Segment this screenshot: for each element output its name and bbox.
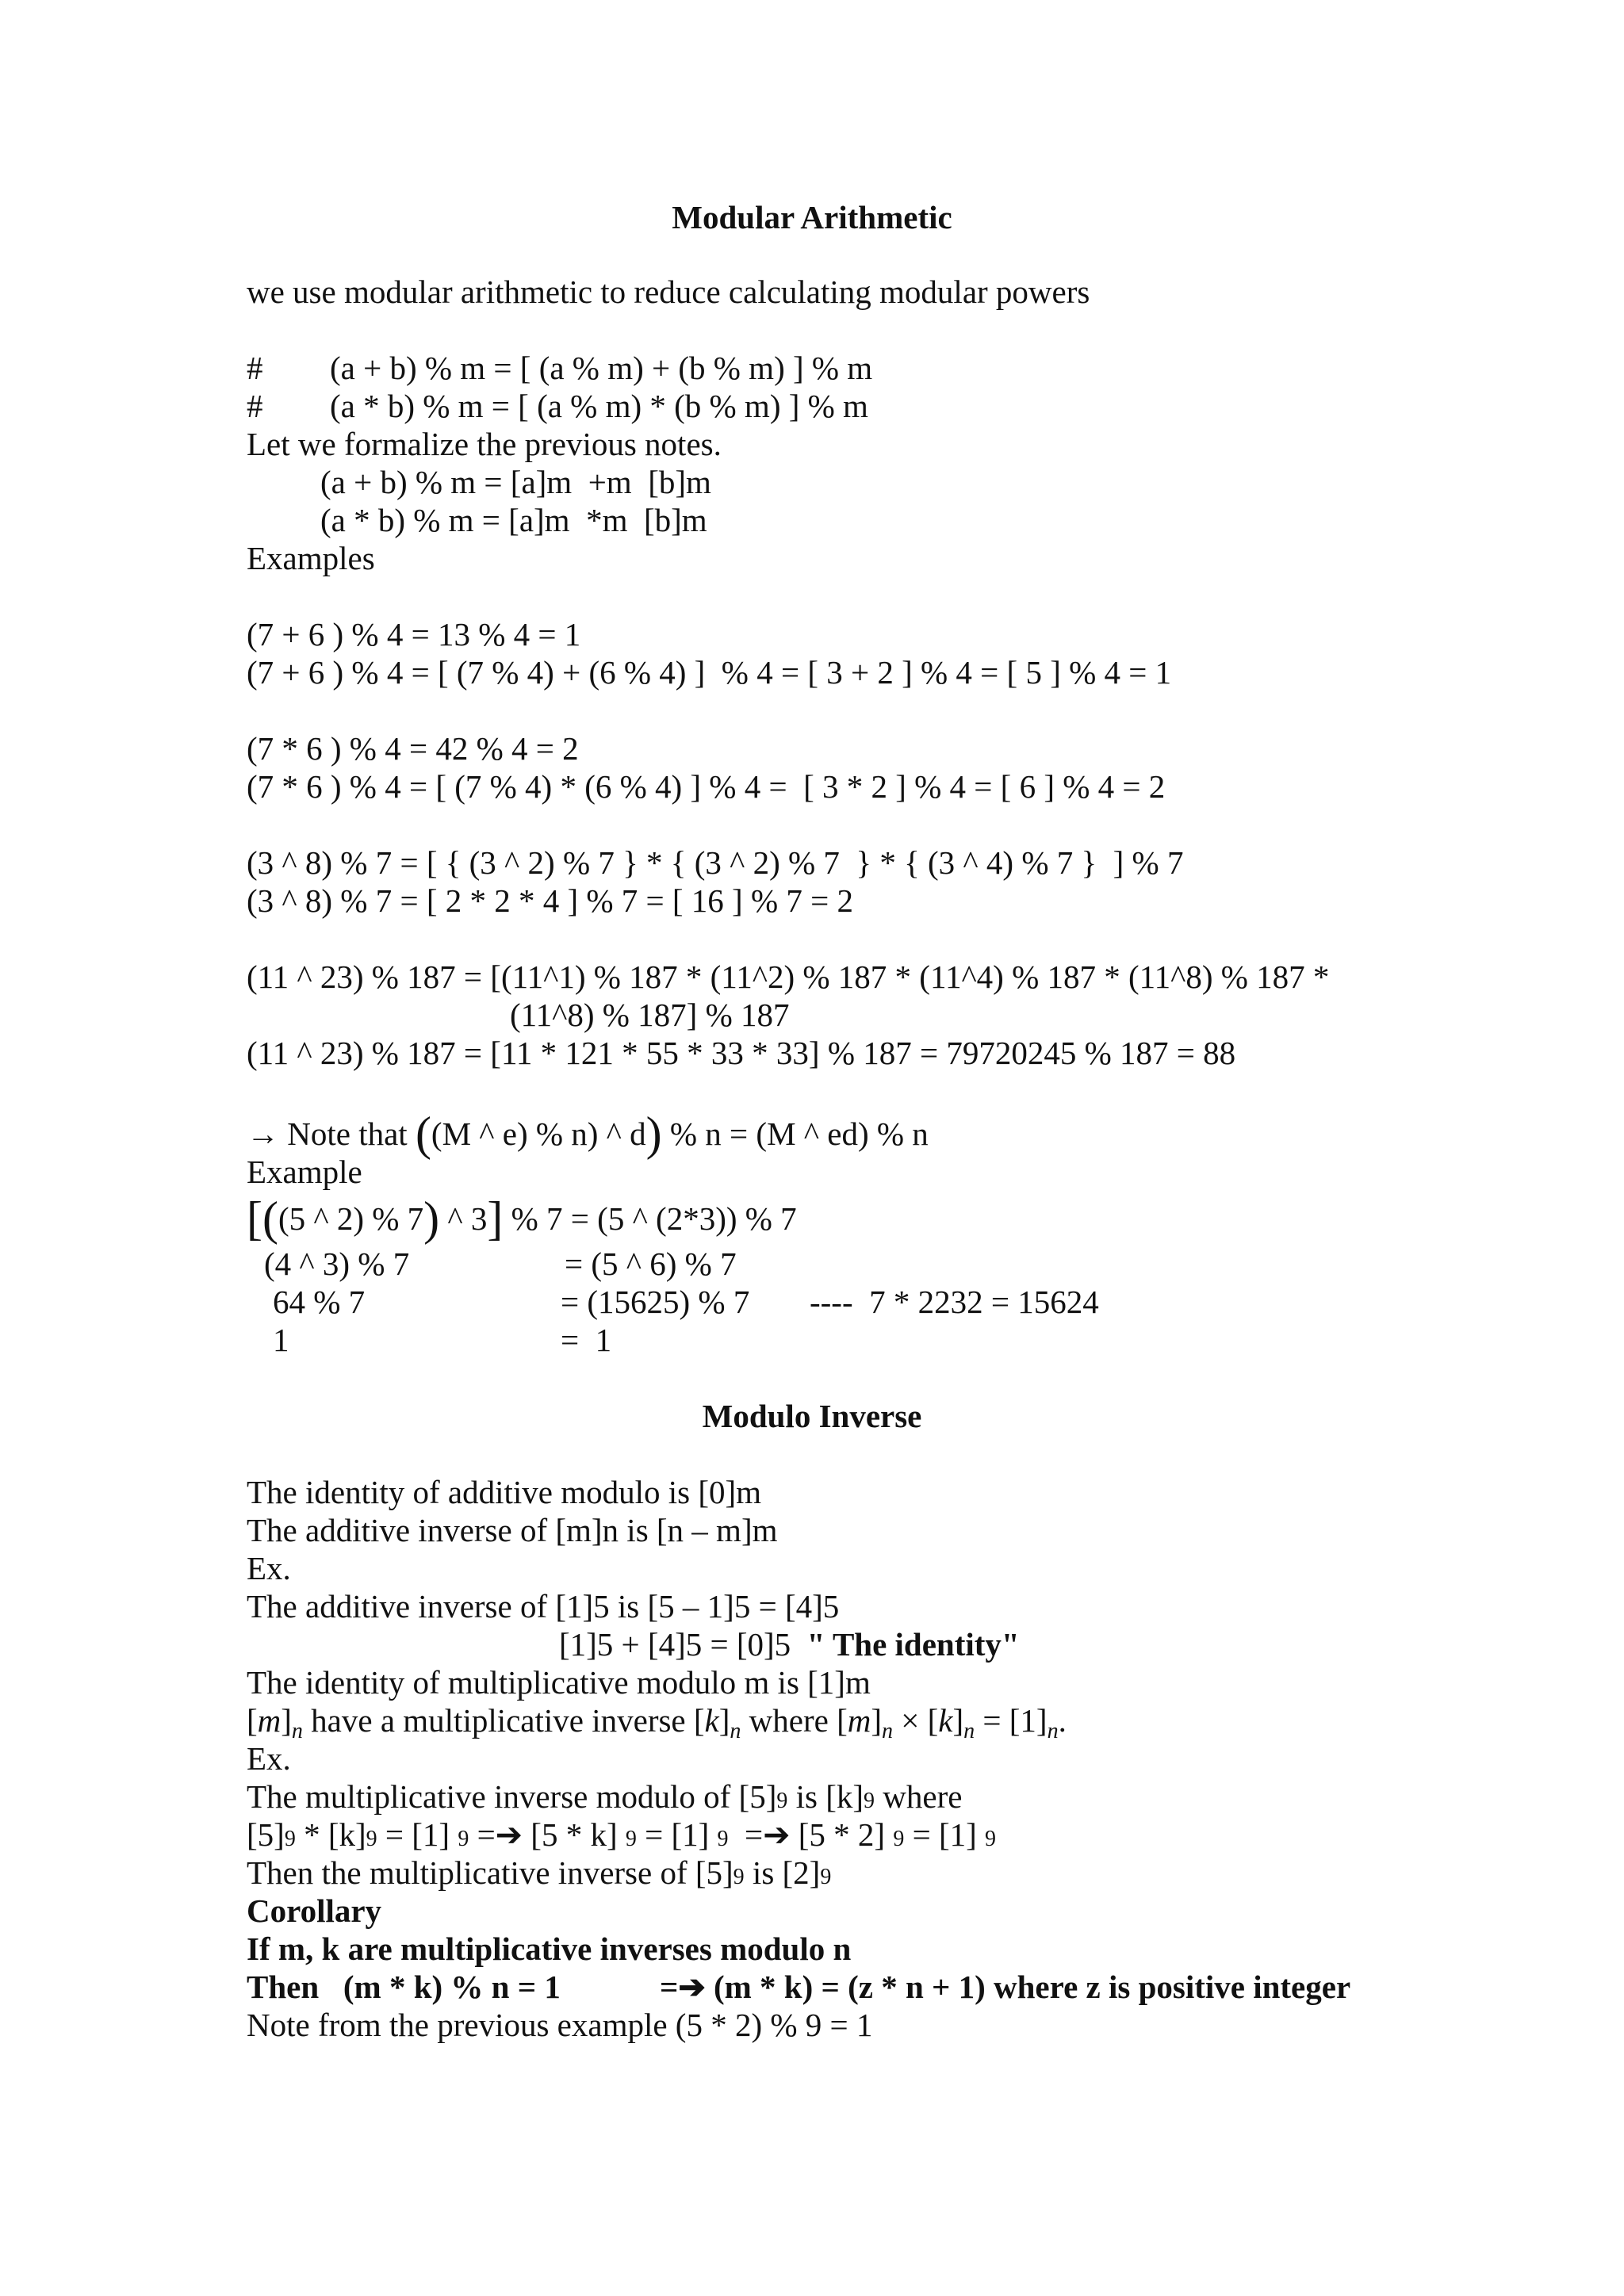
example-first-line: [((5 ^ 2) % 7) ^ 3] % 7 = (5 ^ (2*3)) % 7 [247,1192,797,1245]
formal-rule: (a * b) % m = [a]m *m [b]m [320,502,707,538]
rule-text: (a + b) % m = [ (a % m) + (b % m) ] % m [330,350,873,386]
example-left: 1 [273,1322,289,1358]
large-paren: ) [645,1108,662,1160]
corollary-line: =➔ (m * k) = (z * n + 1) where z is positive integer [660,1969,1351,2005]
example-right: = 1 [561,1322,612,1358]
corollary-line: Then (m * k) % n = 1 [247,1969,561,2005]
example-left: 64 % 7 [273,1284,366,1320]
large-paren: ( [262,1192,278,1245]
formal-rule: (a + b) % m = [a]m +m [b]m [320,464,711,500]
rule-line [247,349,873,387]
text-line: The additive inverse of [1]5 is [5 – 1]5 = [4]5 [247,1588,840,1624]
text-line: Then the multiplicative inverse of [5]9 is [2]9 [247,1854,832,1891]
rule-text: (a * b) % m = [ (a % m) * (b % m) ] % m [330,388,868,424]
hash-mark: # [247,388,263,424]
text-line: The identity of multiplicative modulo m is [1]m [247,1664,871,1701]
identity-line: [1]5 + [4]5 = [0]5 " The identity" [559,1626,1020,1663]
large-paren: ( [415,1108,431,1160]
example-line: (7 + 6 ) % 4 = 13 % 4 = 1 [247,616,581,652]
formalize-text: Let we formalize the previous notes. [247,426,722,462]
multiplicative-inverse-definition: [m]n have a multiplicative inverse [k]n where [m]n × [k]n = [1]n. [247,1702,1067,1743]
text-line: Ex. [247,1740,291,1777]
large-paren: ) [423,1192,440,1245]
example-right: = (5 ^ 6) % 7 [565,1246,737,1282]
example-line: (3 ^ 8) % 7 = [ 2 * 2 * 4 ] % 7 = [ 16 ] % 7 = 2 [247,882,853,919]
rule-line [247,387,868,425]
example-line: (11 ^ 23) % 187 = [(11^1) % 187 * (11^2) % 187 * (11^4) % 187 * (11^8) % 187 * [247,959,1330,995]
example-line: (3 ^ 8) % 7 = [ { (3 ^ 2) % 7 } * { (3 ^ 2) % 7 } * { (3 ^ 4) % 7 } ] % 7 [247,844,1184,881]
text-line: [5]9 * [k]9 = [1] 9 =➔ [5 * k] 9 = [1] 9 =➔ [5 * 2] 9 = [1] 9 [247,1816,997,1853]
closing-note: Note from the previous example (5 * 2) % 9 = 1 [247,2007,873,2043]
example-right: = (15625) % 7 [561,1284,750,1320]
example-left: (4 ^ 3) % 7 [264,1246,410,1282]
text-line: The identity of additive modulo is [0]m [247,1474,762,1510]
hash-mark: # [247,350,263,386]
text-line: The additive inverse of [m]n is [n – m]m [247,1512,778,1548]
example-note: ---- 7 * 2232 = 15624 [810,1284,1099,1320]
note-line: → Note that ((M ^ e) % n) ^ d) % n = (M ^ ed) % n [247,1108,929,1160]
example-line: (7 * 6 ) % 4 = [ (7 % 4) * (6 % 4) ] % 4 = [ 3 * 2 ] % 4 = [ 6 ] % 4 = 2 [247,768,1166,805]
corollary-heading: Corollary [247,1892,382,1929]
intro-text: we use modular arithmetic to reduce calculating modular powers [247,274,1090,310]
example-line: (7 + 6 ) % 4 = [ (7 % 4) + (6 % 4) ] % 4 = [ 3 + 2 ] % 4 = [ 5 ] % 4 = 1 [247,654,1172,691]
examples-heading: Examples [247,540,375,576]
example-line: (11 ^ 23) % 187 = [11 * 121 * 55 * 33 * 33] % 187 = 79720245 % 187 = 88 [247,1035,1236,1071]
large-bracket: [ [247,1192,262,1245]
section-title: Modulo Inverse [702,1398,922,1434]
page-title: Modular Arithmetic [672,199,952,235]
example-line: (7 * 6 ) % 4 = 42 % 4 = 2 [247,730,579,767]
right-arrow-icon: → [247,1115,279,1152]
corollary-line: If m, k are multiplicative inverses modulo n [247,1931,852,1967]
example-heading: Example [247,1154,362,1190]
large-bracket: ] [487,1192,504,1245]
text-line: The multiplicative inverse modulo of [5]9 is [k]9 where [247,1778,963,1815]
text-line: Ex. [247,1550,291,1586]
example-line-continued: (11^8) % 187] % 187 [510,997,790,1033]
